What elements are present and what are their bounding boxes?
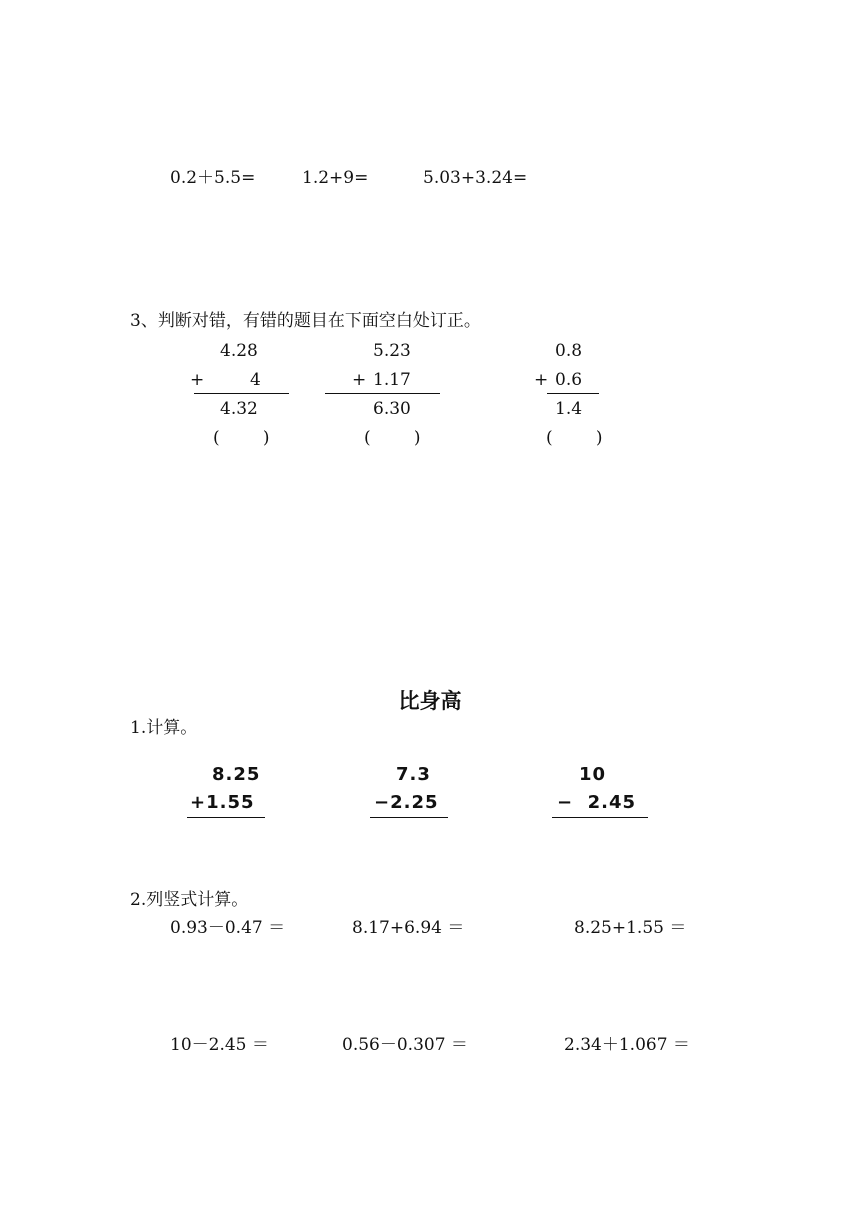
result: 4.32 [220,399,258,419]
operand-top: 7.3 [396,764,431,785]
operator-sign: + [352,370,367,390]
equation: 2.34＋1.067 ＝ [564,1035,690,1055]
sum-line [325,393,440,394]
operand-top: 5.23 [373,341,411,361]
section-title: 比身高 [398,689,462,713]
equation: 8.25+1.55 ＝ [574,918,687,938]
operator-sign: + [190,370,205,390]
sum-line [194,393,289,394]
equation: 0.2＋5.5= [170,168,256,188]
operand-bottom: − 2.45 [557,792,637,813]
part-heading: 2.列竖式计算。 [130,890,249,910]
sum-line [547,393,599,394]
part-heading: 1.计算。 [130,718,198,738]
equation: 5.03+3.24= [423,168,528,188]
operand-bottom: 0.6 [555,370,583,390]
result: 1.4 [555,399,583,419]
operand-bottom: 4 [250,370,261,390]
sum-line [552,817,648,818]
operand-top: 0.8 [555,341,583,361]
answer-parentheses: ( ) [364,428,421,448]
result: 6.30 [373,399,411,419]
sum-line [370,817,448,818]
operand-top: 10 [579,764,607,785]
answer-parentheses: ( ) [213,428,270,448]
answer-parentheses: ( ) [546,428,603,448]
equation: 0.56－0.307 ＝ [342,1035,468,1055]
operator-sign: + [534,370,549,390]
operand-top: 4.28 [220,341,258,361]
operand-bottom: +1.55 [190,792,255,813]
equation: 10－2.45 ＝ [170,1035,269,1055]
equation: 8.17+6.94 ＝ [352,918,465,938]
equation: 1.2+9= [302,168,369,188]
operand-bottom: 1.17 [373,370,411,390]
operand-bottom: −2.25 [374,792,439,813]
section-heading: 3、判断对错，有错的题目在下面空白处订正。 [130,311,481,331]
operand-top: 8.25 [212,764,261,785]
sum-line [187,817,265,818]
equation: 0.93－0.47 ＝ [170,918,286,938]
